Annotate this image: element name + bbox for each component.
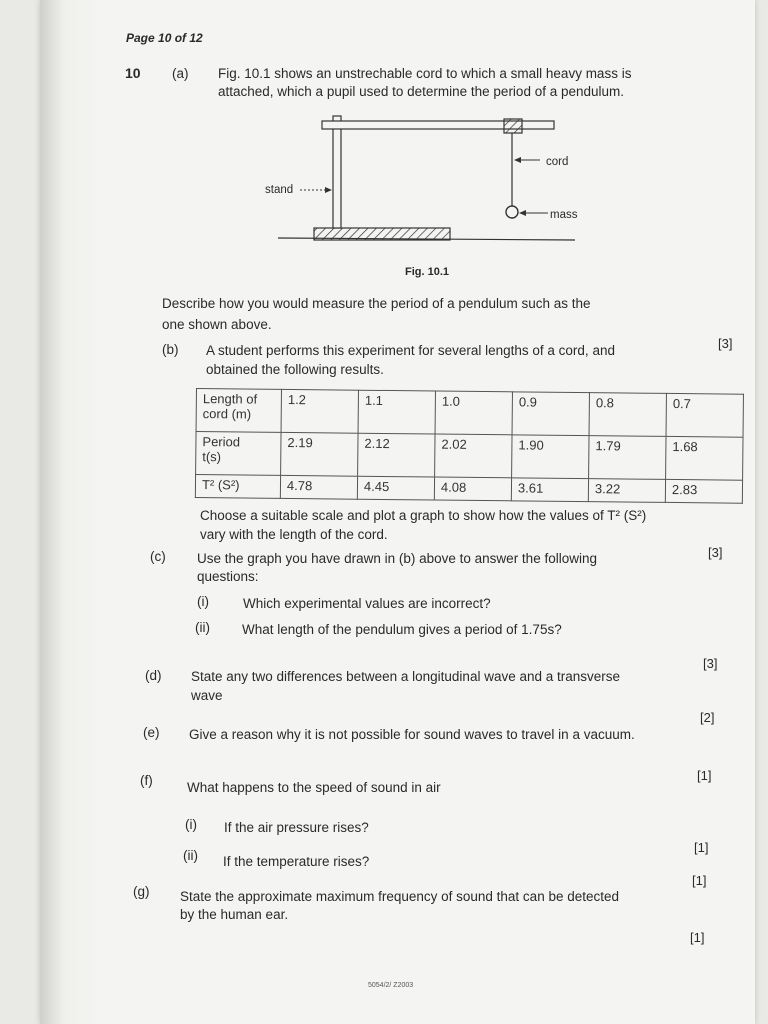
part-c-ii-text: What length of the pendulum gives a period of 1.75s? bbox=[242, 622, 562, 637]
part-c-i-text: Which experimental values are incorrect? bbox=[243, 596, 491, 611]
table-row bbox=[196, 389, 743, 438]
mass-label: mass bbox=[550, 209, 578, 221]
table-cell: 4.78 bbox=[280, 475, 357, 499]
part-d-label: (d) bbox=[145, 668, 162, 683]
table-cell: 1.79 bbox=[589, 436, 666, 480]
row-header: T² (S²) bbox=[195, 475, 280, 499]
part-c-ii-label: (ii) bbox=[195, 620, 210, 635]
part-a-text-1: Fig. 10.1 shows an unstrechable cord to which a small heavy mass is bbox=[218, 66, 632, 81]
table-cell: 2.02 bbox=[435, 434, 512, 478]
part-f-i-label: (i) bbox=[185, 817, 197, 832]
part-g-text-2: by the human ear. bbox=[180, 907, 289, 922]
part-c-label: (c) bbox=[150, 549, 166, 564]
part-f-ii-label: (ii) bbox=[183, 848, 198, 863]
table-cell: 1.68 bbox=[666, 436, 743, 480]
row-header: Period t(s) bbox=[196, 432, 281, 476]
mass bbox=[506, 206, 518, 218]
table-cell: 1.2 bbox=[281, 389, 358, 433]
cord-label: cord bbox=[546, 156, 569, 168]
part-b-text-1: A student performs this experiment for several lengths of a cord, and bbox=[206, 343, 615, 358]
question-number: 10 bbox=[125, 65, 141, 81]
part-b-text-2: obtained the following results. bbox=[206, 362, 384, 377]
table-cell: 0.7 bbox=[666, 393, 743, 437]
table-cell: 2.19 bbox=[281, 432, 358, 476]
part-f-ii-marks: [1] bbox=[692, 873, 707, 888]
part-e-text: Give a reason why it is not possible for sound waves to travel in a vacuum. bbox=[189, 727, 635, 742]
part-a-label: (a) bbox=[172, 66, 189, 81]
stand-pole bbox=[333, 116, 341, 228]
table-cell: 2.83 bbox=[665, 479, 742, 503]
table-cell: 4.08 bbox=[434, 477, 511, 501]
table-cell: 3.61 bbox=[511, 478, 588, 502]
table-cell: 1.0 bbox=[435, 391, 512, 435]
table-cell: 3.22 bbox=[588, 479, 665, 503]
page-edge-shadow bbox=[40, 0, 100, 1024]
figure-caption: Fig. 10.1 bbox=[405, 266, 450, 278]
part-a-text-2: attached, which a pupil used to determine the period of a pendulum. bbox=[218, 84, 625, 99]
table-cell: 1.90 bbox=[512, 435, 589, 479]
part-e-marks: [1] bbox=[697, 768, 712, 783]
part-f-i-marks: [1] bbox=[694, 840, 709, 855]
part-f-ii-text: If the temperature rises? bbox=[223, 854, 370, 869]
part-f-label: (f) bbox=[140, 773, 153, 788]
part-c-marks: [3] bbox=[703, 656, 718, 671]
part-b-label: (b) bbox=[162, 342, 179, 357]
part-c-text-2: questions: bbox=[197, 569, 259, 584]
table-cell: 0.9 bbox=[512, 392, 589, 436]
pendulum-figure bbox=[250, 108, 590, 258]
part-b-task-2: vary with the length of the cord. bbox=[200, 527, 388, 542]
part-d-text-1: State any two differences between a longitudinal wave and a transverse bbox=[191, 669, 621, 684]
part-f-text: What happens to the speed of sound in air bbox=[187, 780, 441, 795]
part-d-text-2: wave bbox=[191, 688, 223, 703]
footer-code: 5054/2/ Z2003 bbox=[368, 982, 414, 989]
table-cell: 4.45 bbox=[357, 476, 434, 500]
part-d-marks: [2] bbox=[700, 710, 715, 725]
table-cell: 0.8 bbox=[589, 393, 666, 437]
part-a-task-1: Describe how you would measure the period of a pendulum such as the bbox=[162, 296, 591, 311]
part-b-marks: [3] bbox=[708, 545, 723, 560]
part-b-task-1: Choose a suitable scale and plot a graph to show how the values of T² (S²) bbox=[200, 508, 647, 523]
stand-base bbox=[314, 228, 450, 240]
table-cell: 1.1 bbox=[358, 390, 435, 434]
stand-label: stand bbox=[265, 184, 294, 196]
table-cell: 2.12 bbox=[358, 433, 435, 477]
part-e-label: (e) bbox=[143, 725, 160, 740]
part-a-marks: [3] bbox=[718, 336, 733, 351]
clamp bbox=[504, 119, 522, 133]
part-c-i-label: (i) bbox=[197, 594, 209, 609]
part-a-task-2: one shown above. bbox=[162, 317, 272, 332]
part-g-marks: [1] bbox=[690, 930, 705, 945]
part-c-text-1: Use the graph you have drawn in (b) above to answer the following bbox=[197, 551, 597, 566]
page-number: Page 10 of 12 bbox=[126, 31, 203, 45]
part-g-text-1: State the approximate maximum frequency of sound that can be detected bbox=[180, 889, 620, 904]
results-table bbox=[195, 388, 744, 504]
table-row bbox=[196, 432, 743, 481]
part-g-label: (g) bbox=[133, 884, 150, 899]
part-f-i-text: If the air pressure rises? bbox=[224, 820, 369, 835]
row-header: Length of cord (m) bbox=[196, 389, 281, 433]
